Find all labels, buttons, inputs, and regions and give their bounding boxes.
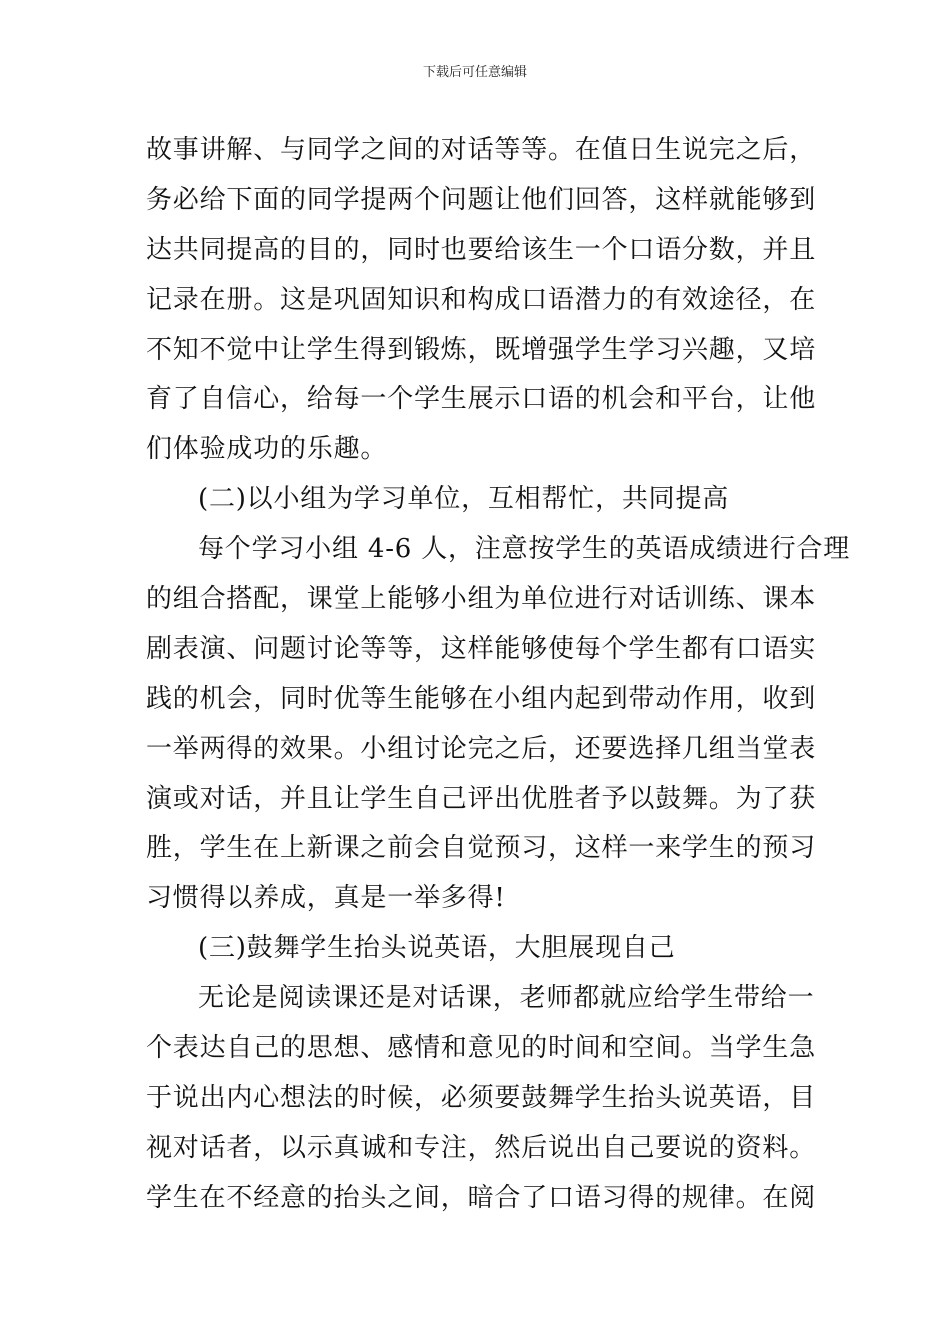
text-line: 育了自信心，给每一个学生展示口语的机会和平台，让他: [146, 384, 817, 415]
text-line: 学生在不经意的抬头之间，暗合了口语习得的规律。在阅: [146, 1182, 817, 1213]
paragraph-2: [146, 525, 850, 924]
text-line: 故事讲解、与同学之间的对话等等。在值日生说完之后，: [146, 135, 817, 165]
text-line: 习惯得以养成，真是一举多得!: [146, 883, 506, 914]
text-line: 胜，学生在上新课之前会自觉预习，这样一来学生的预习: [146, 833, 817, 864]
text-line: 务必给下面的同学提两个问题让他们回答，这样就能够到: [146, 184, 817, 215]
page-header-note: 下载后可任意编辑: [422, 65, 527, 80]
text-line: 个表达自己的思想、感情和意见的时间和空间。当学生急: [146, 1033, 817, 1064]
text-line: 不知不觉中让学生得到锻炼，既增强学生学习兴趣，又培: [146, 334, 817, 365]
text-line: 记录在册。这是巩固知识和构成口语潜力的有效途径，在: [146, 284, 817, 315]
text-line: 剧表演、问题讨论等等，这样能够使每个学生都有口语实: [146, 633, 817, 664]
section-heading-2: (二)以小组为学习单位，互相帮忙，共同提高: [198, 484, 730, 515]
text-line: 于说出内心想法的时候，必须要鼓舞学生抬头说英语，目: [146, 1082, 817, 1113]
text-line: 无论是阅读课还是对话课，老师都就应给学生带给一: [198, 983, 815, 1014]
text-line: 演或对话，并且让学生自己评出优胜者予以鼓舞。为了获: [146, 783, 817, 814]
text-line: 视对话者，以示真诚和专注，然后说出自己要说的资料。: [146, 1132, 817, 1163]
text-line: 每个学习小组 4-6 人，注意按学生的英语成绩进行合理: [198, 534, 850, 565]
section-heading-3: (三)鼓舞学生抬头说英语，大胆展现自己: [198, 933, 676, 964]
paragraph-3: [146, 974, 817, 1223]
text-line: 达共同提高的目的，同时也要给该生一个口语分数，并且: [146, 234, 817, 265]
paragraph-1: [146, 126, 817, 475]
document-body: [146, 126, 850, 1224]
text-line: 们体验成功的乐趣。: [146, 434, 388, 465]
text-line: 的组合搭配，课堂上能够小组为单位进行对话训练、课本: [146, 584, 817, 615]
text-line: 一举两得的效果。小组讨论完之后，还要选择几组当堂表: [146, 733, 817, 764]
text-line: 践的机会，同时优等生能够在小组内起到带动作用，收到: [146, 683, 817, 714]
